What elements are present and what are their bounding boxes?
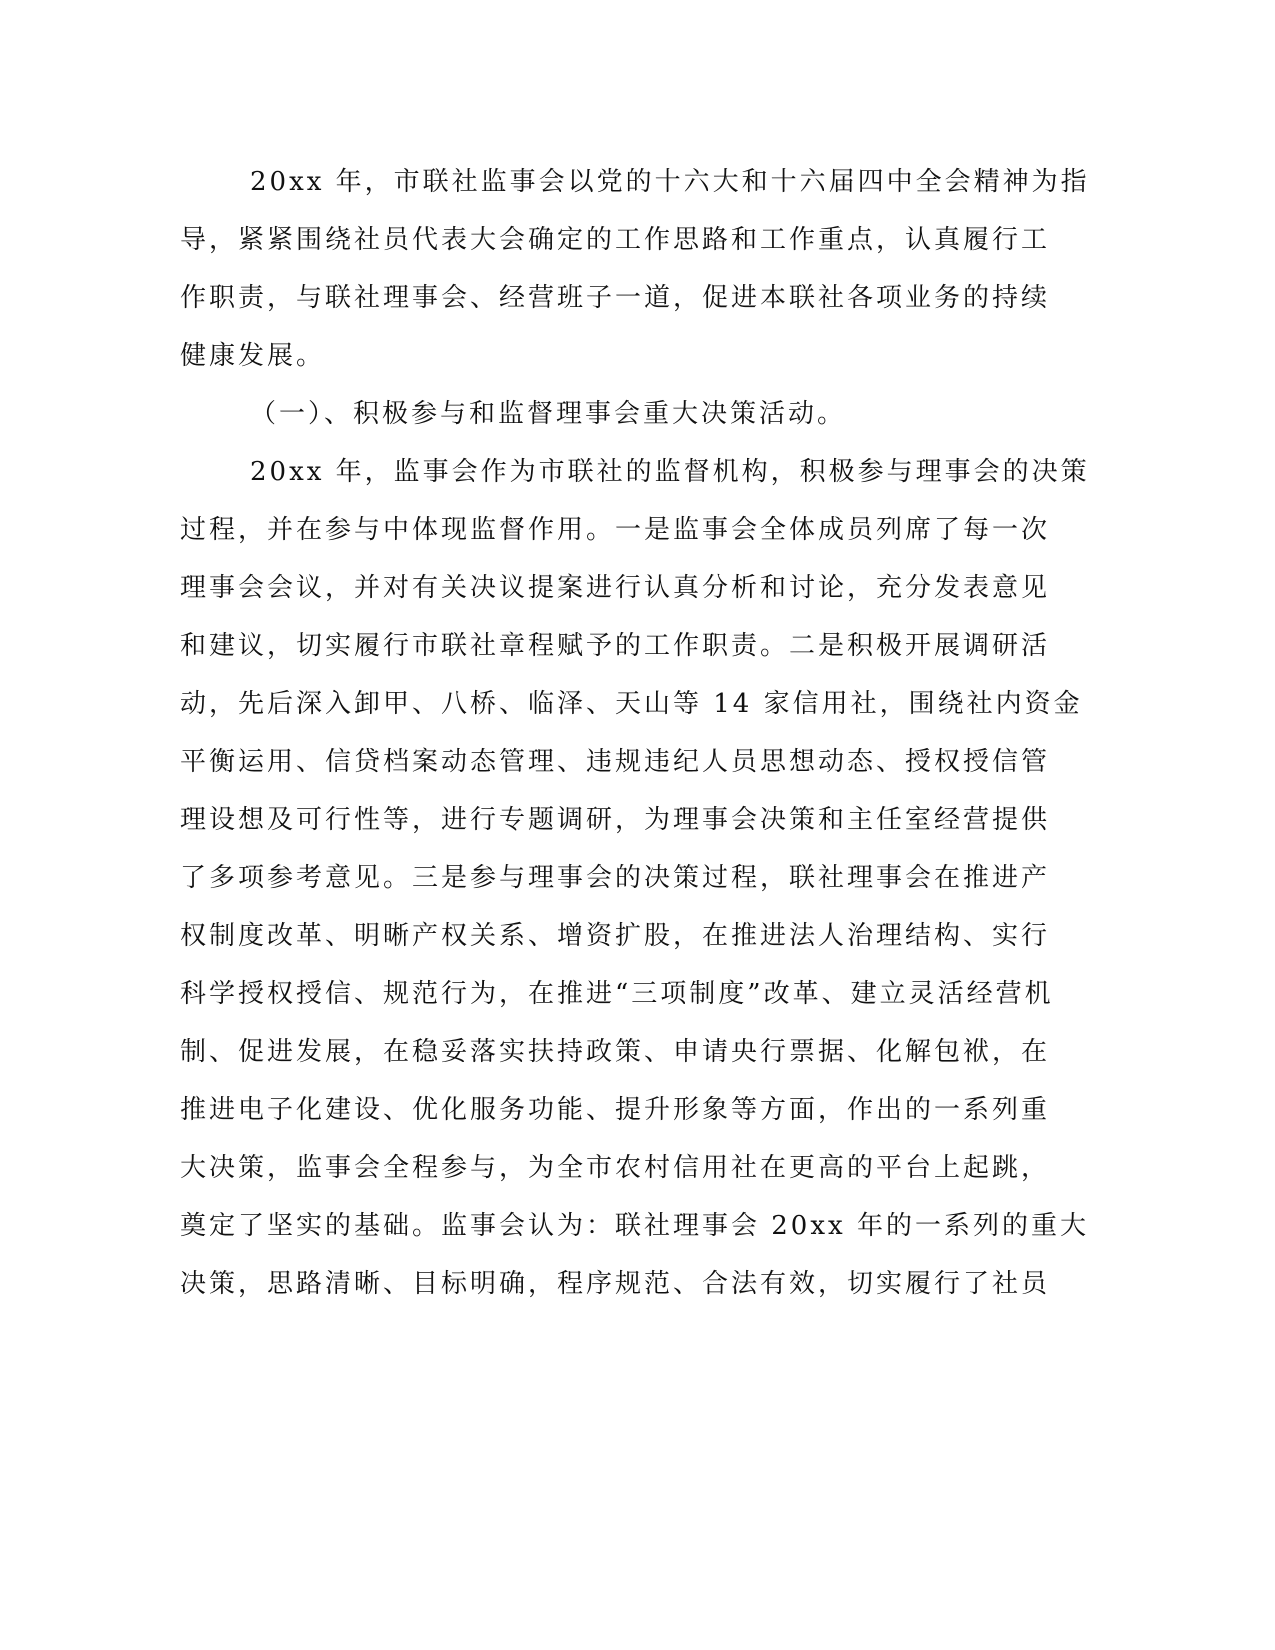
paragraph-2-line-14: 奠定了坚实的基础。监事会认为：联社理事会 20xx 年的一系列的重大	[180, 1211, 1089, 1241]
paragraph-1-line-4: 健康发展。	[180, 341, 326, 371]
paragraph-2-line-1: 20xx 年，监事会作为市联社的监督机构，积极参与理事会的决策	[250, 457, 1090, 487]
paragraph-2-line-13: 大决策，监事会全程参与，为全市农村信用社在更高的平台上起跳，	[180, 1153, 1051, 1183]
paragraph-1-line-3: 作职责，与联社理事会、经营班子一道，促进本联社各项业务的持续	[180, 283, 1051, 313]
paragraph-2-line-5: 动，先后深入卸甲、八桥、临泽、天山等 14 家信用社，围绕社内资金	[180, 689, 1083, 719]
paragraph-2-line-2: 过程，并在参与中体现监督作用。一是监事会全体成员列席了每一次	[180, 515, 1051, 545]
paragraph-2-line-3: 理事会会议，并对有关决议提案进行认真分析和讨论，充分发表意见	[180, 573, 1051, 603]
paragraph-2-line-12: 推进电子化建设、优化服务功能、提升形象等方面，作出的一系列重	[180, 1095, 1051, 1125]
paragraph-2-line-9: 权制度改革、明晰产权关系、增资扩股，在推进法人治理结构、实行	[180, 921, 1051, 951]
paragraph-2-line-15: 决策，思路清晰、目标明确，程序规范、合法有效，切实履行了社员	[180, 1269, 1051, 1299]
paragraph-2-line-10: 科学授权授信、规范行为，在推进“三项制度”改革、建立灵活经营机	[180, 979, 1054, 1009]
paragraph-2-line-6: 平衡运用、信贷档案动态管理、违规违纪人员思想动态、授权授信管	[180, 747, 1051, 777]
paragraph-1-line-1: 20xx 年，市联社监事会以党的十六大和十六届四中全会精神为指	[250, 167, 1090, 197]
paragraph-2-line-7: 理设想及可行性等，进行专题调研，为理事会决策和主任室经营提供	[180, 805, 1051, 835]
paragraph-2-line-11: 制、促进发展，在稳妥落实扶持政策、申请央行票据、化解包袱，在	[180, 1037, 1051, 1067]
section-heading: （一）、积极参与和监督理事会重大决策活动。	[250, 399, 847, 429]
paragraph-1-line-2: 导，紧紧围绕社员代表大会确定的工作思路和工作重点，认真履行工	[180, 225, 1051, 255]
paragraph-2-line-8: 了多项参考意见。三是参与理事会的决策过程，联社理事会在推进产	[180, 863, 1051, 893]
paragraph-2-line-4: 和建议，切实履行市联社章程赋予的工作职责。二是积极开展调研活	[180, 631, 1051, 661]
